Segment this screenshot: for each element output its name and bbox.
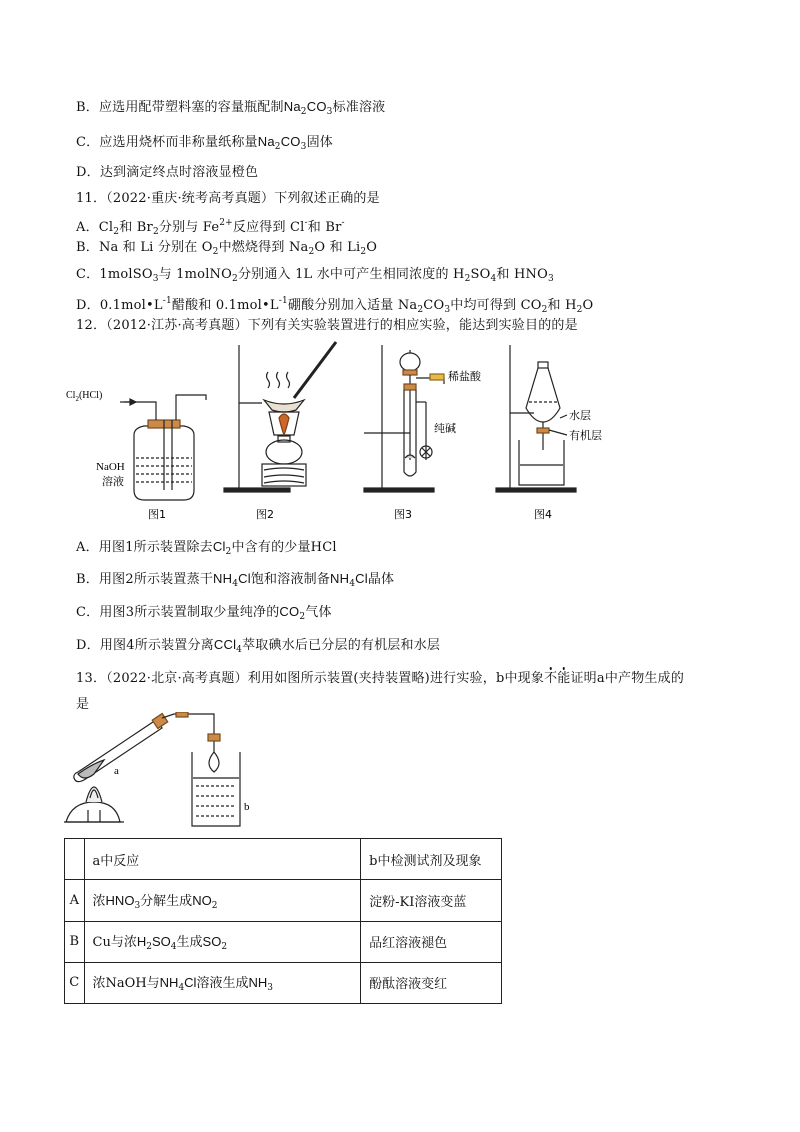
q11-stem xyxy=(76,190,380,208)
text: 分别与 Fe xyxy=(158,220,220,235)
fig1-solution-label: 溶液 xyxy=(102,475,124,488)
option-text: 标准溶液 xyxy=(332,100,386,115)
option-text: 固体 xyxy=(306,135,333,150)
formula: NH xyxy=(248,975,268,991)
formula: NH xyxy=(159,975,179,991)
q10-option-b xyxy=(76,98,385,121)
formula: HNO xyxy=(105,892,135,908)
text: 晶体 xyxy=(367,572,395,587)
detection-cell: 品红溶液褪色 xyxy=(361,921,502,962)
q13-apparatus xyxy=(64,712,264,832)
text: 和 HNO xyxy=(496,267,548,282)
subscript: 3 xyxy=(152,274,159,284)
subscript: 2 xyxy=(541,305,548,315)
fig3-caption: 图3 xyxy=(394,508,412,521)
subscript: 3 xyxy=(444,305,451,315)
text: 硼酸分别加入适量 Na xyxy=(287,298,418,313)
text: 生成 xyxy=(176,935,203,951)
q13-options-table xyxy=(64,838,502,1004)
q13-stem-cont: 是 xyxy=(76,697,90,712)
text: B．Na 和 Li 分别在 O xyxy=(76,240,213,255)
text: 饱和溶液制备 xyxy=(250,572,331,587)
formula: NH xyxy=(213,571,233,586)
text: D．0.1mol•L xyxy=(76,298,163,313)
text: O xyxy=(366,240,378,255)
formula: NO xyxy=(192,892,212,908)
fig1-gas-label: $Cl_2(HCl)$ xyxy=(66,390,103,403)
reaction-cell xyxy=(84,921,361,962)
formula: CO xyxy=(279,604,300,619)
formula: Cl xyxy=(212,539,226,554)
question-number: 13． xyxy=(76,671,107,686)
question-text: 证明a中产物生成的 xyxy=(570,671,685,686)
subscript: 3 xyxy=(300,142,307,152)
q12-figures xyxy=(64,340,604,525)
fig4-caption: 图4 xyxy=(534,508,552,521)
formula: CO xyxy=(280,134,301,149)
fig2-caption: 图2 xyxy=(256,508,274,521)
text: 和 Br xyxy=(307,220,342,235)
subscript: 4 xyxy=(236,645,243,655)
header-cell: a中反应 xyxy=(84,839,361,880)
subscript: 2 xyxy=(152,227,159,237)
fig2-evaporation xyxy=(224,342,336,492)
subscript: 2 xyxy=(274,142,281,152)
detection-cell: 淀粉-KI溶液变蓝 xyxy=(361,880,502,921)
text: Cu与浓 xyxy=(92,935,137,951)
text: 醋酸和 0.1mol•L xyxy=(171,298,279,313)
formula: SO xyxy=(202,934,222,950)
option-text: C．应选用烧杯而非称量纸称量 xyxy=(76,135,258,150)
q10-option-c xyxy=(76,133,333,156)
q11-option-a xyxy=(76,214,345,241)
formula: Cl xyxy=(355,571,368,586)
subscript: 2 xyxy=(300,107,307,117)
formula: Cl xyxy=(184,975,197,991)
reaction-cell xyxy=(84,962,361,1003)
text: CO xyxy=(423,298,445,313)
q11-option-c xyxy=(76,266,554,288)
q12-option-a xyxy=(76,538,337,561)
fig3-base-label: 纯碱 xyxy=(434,422,456,435)
superscript: - xyxy=(304,218,308,228)
q11-option-b xyxy=(76,239,377,261)
text: 和 H xyxy=(547,298,577,313)
q12-option-c xyxy=(76,603,332,626)
table-row xyxy=(65,962,502,1003)
superscript: - xyxy=(341,218,345,228)
text: 中含有的少量HCl xyxy=(231,540,337,555)
subscript: 2 xyxy=(225,547,232,557)
text: SO xyxy=(470,267,491,282)
fig1-caption: 图1 xyxy=(148,508,166,521)
subscript: 2 xyxy=(360,247,367,257)
text: 中均可得到 CO xyxy=(450,298,542,313)
fig-label-b: b xyxy=(244,801,250,813)
text: 浓NaOH与 xyxy=(92,976,160,992)
fig1-wash-bottle xyxy=(120,395,206,500)
text: B．用图2所示装置蒸干 xyxy=(76,572,214,587)
text: 反应得到 Cl xyxy=(232,220,305,235)
subscript: 2 xyxy=(146,942,152,953)
subscript: 2 xyxy=(212,247,219,257)
subscript: 3 xyxy=(326,107,333,117)
question-number: 11． xyxy=(76,191,107,206)
fig4-separatory-funnel xyxy=(496,345,576,492)
text: A．用图1所示装置除去 xyxy=(76,540,213,555)
text: 分别通入 1L 水中可产生相同浓度的 H xyxy=(237,267,465,282)
superscript: 2+ xyxy=(219,218,233,228)
subscript: 2 xyxy=(464,274,471,284)
subscript: 2 xyxy=(299,612,306,622)
subscript: 3 xyxy=(267,983,273,994)
subscript: 3 xyxy=(547,274,554,284)
text: 中燃烧得到 Na xyxy=(218,240,309,255)
q10-option-d: D．达到滴定终点时溶液显橙色 xyxy=(76,165,259,180)
question-text: （2022·重庆·统考高考真题）下列叙述正确的是 xyxy=(106,191,380,206)
fig4-water-label: 水层 xyxy=(569,409,591,422)
text: O 和 Li xyxy=(314,240,361,255)
emphasis-char: 能 xyxy=(557,671,571,686)
header-cell: b中检测试剂及现象 xyxy=(361,839,502,880)
fig-label-a: a xyxy=(114,765,119,777)
superscript: -1 xyxy=(162,296,172,306)
text: C．用图3所示装置制取少量纯净的 xyxy=(76,605,280,620)
superscript: -1 xyxy=(278,296,288,306)
reaction-cell xyxy=(84,880,361,921)
text: 分解生成 xyxy=(140,893,193,909)
header-cell xyxy=(65,839,85,880)
formula: CO xyxy=(306,99,327,114)
table-header-row xyxy=(65,839,502,880)
q13-stem xyxy=(76,670,684,688)
q12-stem xyxy=(76,317,578,335)
text: O xyxy=(582,298,594,313)
question-text: （2022·北京·高考真题）利用如图所示装置(夹持装置略)进行实验，b中现象 xyxy=(106,671,545,686)
option-text: B．应选用配带塑料塞的容量瓶配制 xyxy=(76,100,284,115)
formula: SO xyxy=(151,934,171,950)
emphasis-char: 不 xyxy=(544,671,558,686)
text: 溶液生成 xyxy=(196,976,249,992)
subscript: 2 xyxy=(417,305,424,315)
subscript: 4 xyxy=(490,274,497,284)
formula: Cl xyxy=(238,571,251,586)
formula: NH xyxy=(330,571,350,586)
table-row xyxy=(65,921,502,962)
text: 萃取碘水后已分层的有机层和水层 xyxy=(242,638,441,653)
formula: Na xyxy=(283,99,301,114)
text: 浓 xyxy=(92,893,106,909)
fig4-organic-label: 有机层 xyxy=(569,429,602,442)
fig1-naoh-label: NaOH xyxy=(96,461,125,473)
subscript: 4 xyxy=(178,983,185,994)
text: 和 Br xyxy=(119,220,153,235)
fig3-gas-generation xyxy=(364,345,444,492)
subscript: 2 xyxy=(211,900,218,911)
subscript: 4 xyxy=(349,579,356,589)
formula: CCl xyxy=(213,637,237,652)
q11-option-d xyxy=(76,292,593,319)
text: 气体 xyxy=(305,605,332,620)
row-key: C xyxy=(65,962,85,1003)
subscript: 3 xyxy=(134,900,141,911)
q12-option-b xyxy=(76,570,394,593)
subscript: 2 xyxy=(221,942,228,953)
subscript: 2 xyxy=(113,227,120,237)
formula: Na xyxy=(257,134,275,149)
formula: H xyxy=(136,934,147,950)
text: 与 1molNO xyxy=(158,267,232,282)
question-number: 12． xyxy=(76,318,107,333)
text: C．1molSO xyxy=(76,267,153,282)
row-key: A xyxy=(65,880,85,921)
text: A．Cl xyxy=(76,220,114,235)
text: D．用图4所示装置分离 xyxy=(76,638,214,653)
fig3-acid-label: 稀盐酸 xyxy=(448,370,481,383)
subscript: 2 xyxy=(308,247,315,257)
row-key: B xyxy=(65,921,85,962)
table-row xyxy=(65,880,502,921)
subscript: 4 xyxy=(232,579,239,589)
q12-option-d xyxy=(76,636,440,659)
subscript: 4 xyxy=(170,942,177,953)
question-text: （2012·江苏·高考真题）下列有关实验装置进行的相应实验，能达到实验目的的是 xyxy=(106,318,578,333)
detection-cell: 酚酞溶液变红 xyxy=(361,962,502,1003)
subscript: 2 xyxy=(232,274,238,284)
subscript: 2 xyxy=(576,305,583,315)
